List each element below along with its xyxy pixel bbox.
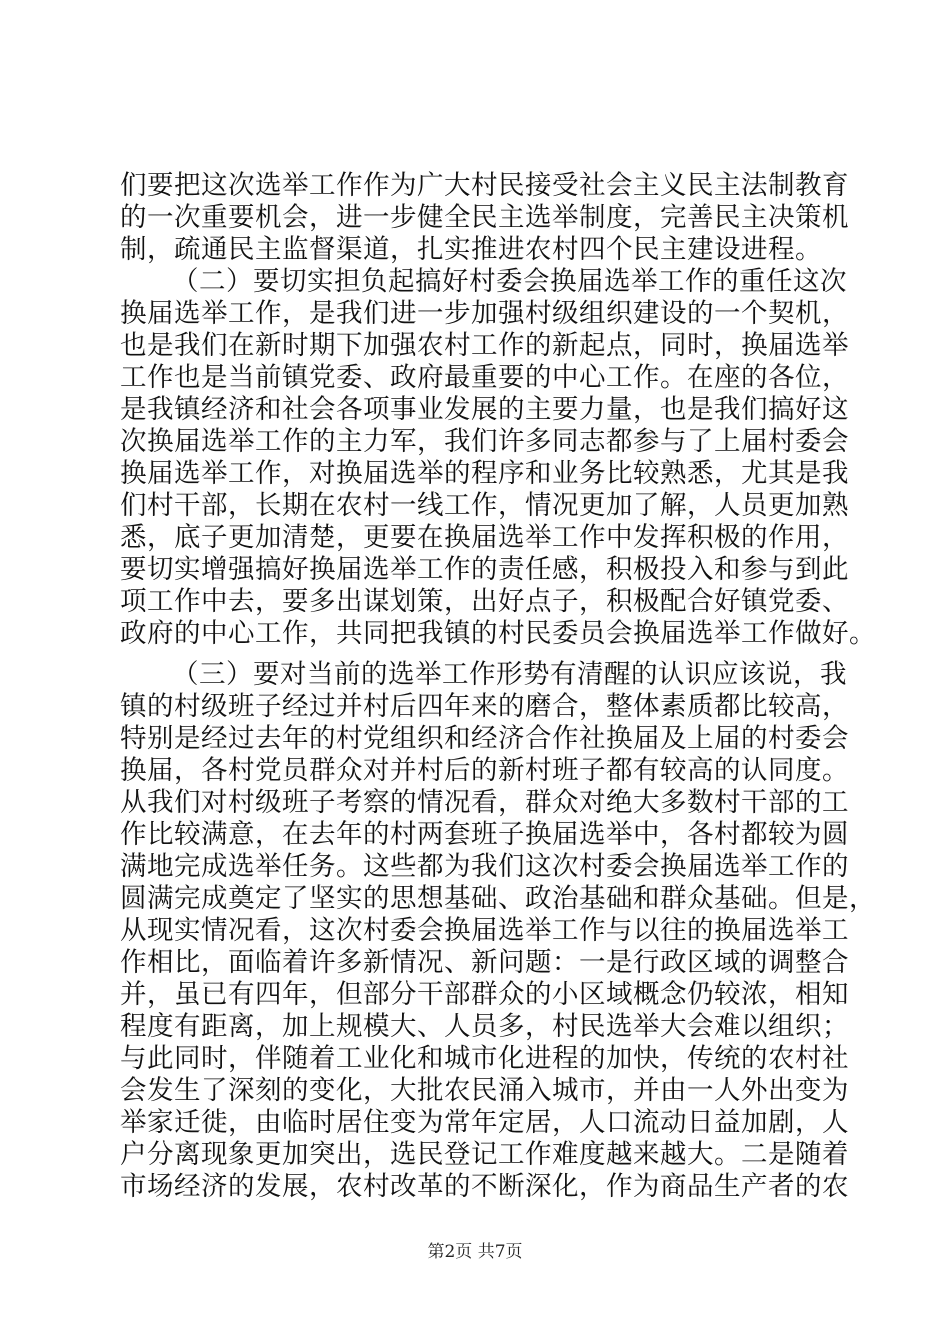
paragraph-line: 的一次重要机会，进一步健全民主选举制度，完善民主决策机 [120,202,849,233]
paragraph-line: 从现实情况看，这次村委会换届选举工作与以往的换届选举工 [120,915,849,946]
paragraph-line: 特别是经过去年的村党组织和经济合作社换届及上届的村委会 [120,723,849,754]
paragraph-line: 换届，各村党员群众对并村后的新村班子都有较高的认同度。 [120,755,849,786]
paragraph-line: 项工作中去，要多出谋划策，出好点子，积极配合好镇党委、 [120,586,849,617]
paragraph-line: 举家迁徙，由临时居住变为常年定居，人口流动日益加剧，人 [120,1107,849,1138]
paragraph-line: 满地完成选举任务。这些都为我们这次村委会换届选举工作的 [120,851,849,882]
text-block-upper [120,170,876,650]
paragraph-line: 镇的村级班子经过并村后四年来的磨合，整体素质都比较高， [120,691,849,722]
paragraph-line: （三）要对当前的选举工作形势有清醒的认识应该说，我 [172,659,847,690]
paragraph-line: （二）要切实担负起搞好村委会换届选举工作的重任这次 [172,266,847,297]
paragraph-line: 换届选举工作，对换届选举的程序和业务比较熟悉，尤其是我 [120,458,849,489]
paragraph-line: 与此同时，伴随着工业化和城市化进程的加快，传统的农村社 [120,1043,849,1074]
paragraph-line: 换届选举工作，是我们进一步加强村级组织建设的一个契机， [120,298,849,329]
paragraph-line: 圆满完成奠定了坚实的思想基础、政治基础和群众基础。但是， [120,883,876,914]
page-number-label: 第2页 共7页 [427,1242,523,1262]
paragraph-line: 作相比，面临着许多新情况、新问题：一是行政区域的调整合 [120,947,849,978]
paragraph-line: 也是我们在新时期下加强农村工作的新起点，同时，换届选举 [120,330,849,361]
paragraph-line: 制，疏通民主监督渠道，扎实推进农村四个民主建设进程。 [120,234,822,265]
paragraph-line: 会发生了深刻的变化，大批农民涌入城市，并由一人外出变为 [120,1075,849,1106]
paragraph-line: 并，虽已有四年，但部分干部群众的小区域概念仍较浓，相知 [120,979,849,1010]
paragraph-line: 作比较满意，在去年的村两套班子换届选举中，各村都较为圆 [120,819,849,850]
paragraph-line: 从我们对村级班子考察的情况看，群众对绝大多数村干部的工 [120,787,849,818]
page-footer [0,1242,950,1262]
paragraph-line: 是我镇经济和社会各项事业发展的主要力量，也是我们搞好这 [120,394,849,425]
text-block-lower [120,659,876,1203]
paragraph-line: 们要把这次选举工作作为广大村民接受社会主义民主法制教育 [120,170,849,201]
paragraph-line: 户分离现象更加突出，选民登记工作难度越来越大。二是随着 [120,1139,849,1170]
paragraph-line: 悉，底子更加清楚，更要在换届选举工作中发挥积极的作用， [120,522,849,553]
paragraph-line: 程度有距离，加上规模大、人员多，村民选举大会难以组织； [120,1011,849,1042]
paragraph-line: 次换届选举工作的主力军，我们许多同志都参与了上届村委会 [120,426,849,457]
paragraph-line: 市场经济的发展，农村改革的不断深化，作为商品生产者的农 [120,1171,849,1202]
paragraph-line: 工作也是当前镇党委、政府最重要的中心工作。在座的各位， [120,362,849,393]
paragraph-line: 要切实增强搞好换届选举工作的责任感，积极投入和参与到此 [120,554,849,585]
paragraph-line: 政府的中心工作，共同把我镇的村民委员会换届选举工作做好。 [120,618,876,649]
paragraph-line: 们村干部，长期在农村一线工作，情况更加了解，人员更加熟 [120,490,849,521]
